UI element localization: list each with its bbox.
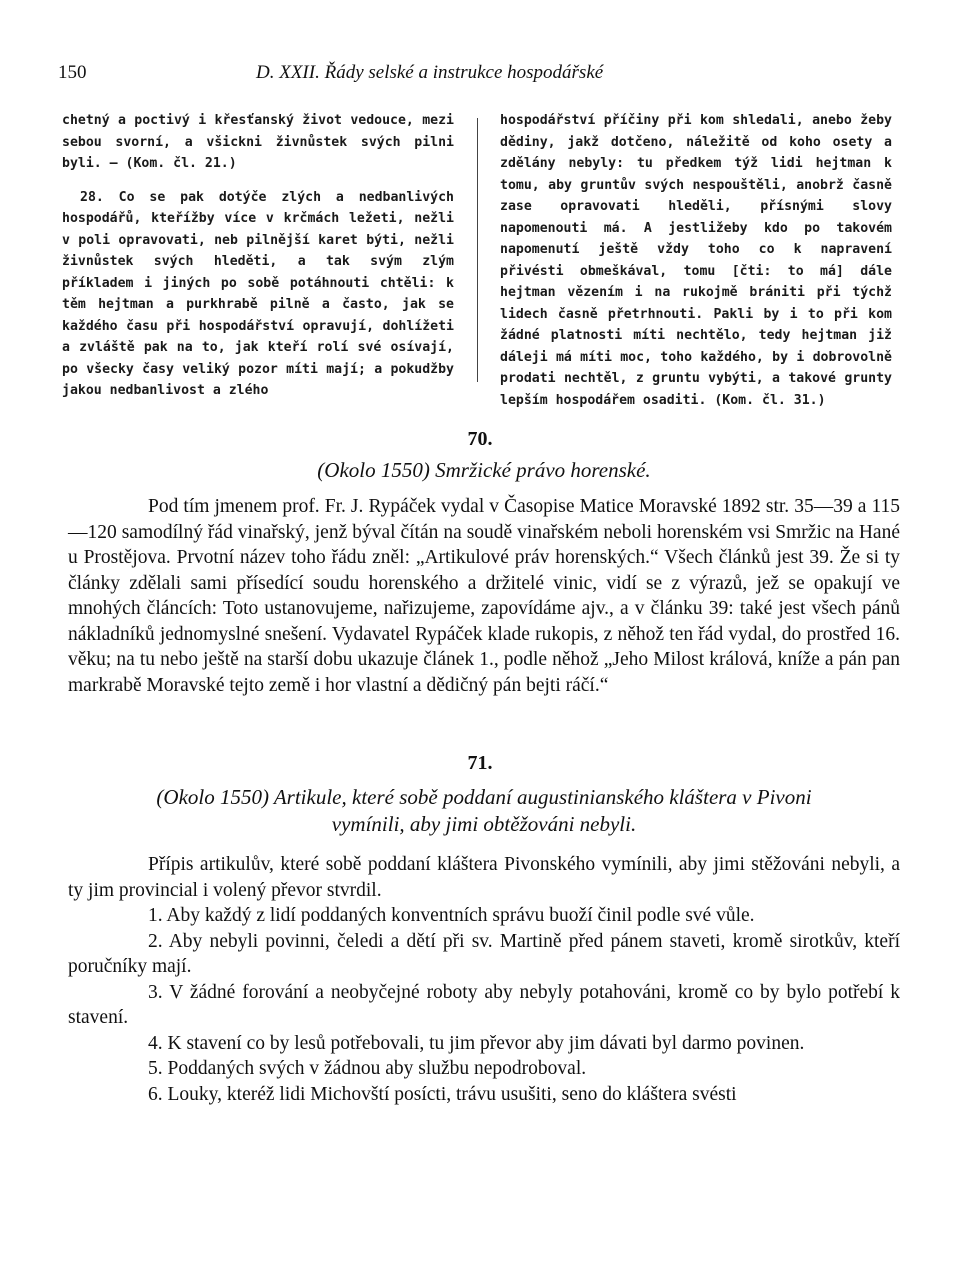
article-6: 6. Louky, kteréž lidi Michovští posícti, trávu usušiti, seno do kláštera svésti — [148, 1083, 737, 1105]
section-70-title: (Okolo 1550) Smržické právo horenské. — [317, 458, 651, 482]
section-70-paragraph: Pod tím jmenem prof. Fr. J. Rypáček vydal v Časopise Matice Moravské 1892 str. 35—39 a 115—120 samodílný řád vinařský, jenž býval čítán na soudě vinařském neboli horenském vsi Smržic na Hané u Prostějova. Prvotní název toho řádu zněl: „Artikulové práv horenských.“ Všech článků jest 39. Že si ty články zdělali sami přísedící soudu horenského a držitelé vinic, vidí se z výrazů, jež se opakují ve mnohých článcích: Toto ustanovujeme, nařizujeme, zapovídáme ajv., a v článku 39: také jest všech pánů nákladníků jednomyslné snešení. Vydavatel Rypáček klade rukopis, z něhož ten řád vydal, do prostřed 16. věku; na tu nebo ještě na starší dobu ukazuje článek 1., podle něhož „Jeho Milost králová, kníže a pán pan markrabě Moravské tejto země i hor vlastní a dědičný pán bejti ráčí.“ — [68, 496, 900, 696]
right-column — [500, 110, 892, 411]
section-71-number: 71. — [467, 752, 493, 774]
column-divider — [477, 118, 478, 382]
section-71-title-line-1: (Okolo 1550) Artikule, které sobě poddaní augustinianského kláštera v Pivoni — [156, 785, 812, 809]
left-paragraph-1: chetný a poctivý i křesťanský život vedouce, mezi sebou svorní, a všickni živnůstek svých pilni byli. — (Kom. čl. 21.) — [62, 113, 454, 171]
left-column — [62, 110, 454, 402]
page-number: 150 — [58, 62, 87, 83]
left-paragraph-2: 28. Co se pak dotýče zlých a nedbanlivých hospodářů, kteřížby více v krčmách ležeti, nežli v poli opravovati, neb pilnější karet býti, nežli živnůstek svých hleděti, a tak svým zlým příkladem i jiných po sobě potáhnouti chtěli: k těm hejtman a purkhrabě pilně a často, jak se každého času při hospodářství opravují, dohlížeti a zvláště pak na to, jak kteří rolí své osívají, po všecky časy veliký pozor míti mají; a pokudžby jakou nedbanlivost a zlého — [62, 189, 454, 398]
section-70-body — [68, 494, 900, 698]
article-5: 5. Poddaných svých v žádnou aby službu nepodroboval. — [148, 1058, 587, 1079]
article-3: 3. V žádné forování a neobyčejné roboty aby nebyly potahováni, kromě co by bylo potřebí k stavení. — [68, 981, 900, 1028]
article-1: 1. Aby každý z lidí poddaných konventních správu buoží činil podle své vůle. — [148, 905, 755, 926]
section-71-title — [68, 784, 900, 838]
section-71-title-line-2: vymínili, aby jimi obtěžováni nebyli. — [331, 812, 637, 836]
running-title: D. XXII. Řády selské a instrukce hospodářské — [256, 62, 604, 83]
section-71-body — [68, 852, 900, 1107]
section-71-intro: Přípis artikulův, které sobě poddaní kláštera Pivonského vymínili, aby jimi stěžováni nebyli, a ty jim provincial i volený převor stvrdil. — [68, 854, 900, 901]
article-4: 4. K stavení co by lesů potřebovali, tu jim převor aby jim dávati byl darmo povinen. — [148, 1032, 805, 1054]
right-paragraph-1: hospodářství příčiny při kom shledali, anebo žeby dědiny, jakž dotčeno, náležitě od koho osety a zdělány nebyly: tu předkem týž lidi hejtman k tomu, aby gruntův svých nespouštěli, anobrž časně zase opravovati hleděli, přísnými slovy napomenouti má. A jestližeby kdo po takovém napomenutí ještě vždy toho co k napravení přivésti obmeškával, tomu [čti: to má] dále hejtman vězením i na rukojmě brániti při týchž lidech časně přetrhnouti. Pakli by i to při kom žádné platnosti míti nechtělo, tedy hejtman již dáleji má míti moc, toho každého, by i dobrovolně prodati nechtěl, z gruntu vybýti, a takové grunty lepším hospodářem osaditi. (Kom. čl. 31.) — [500, 113, 892, 408]
article-2: 2. Aby nebyli povinni, čeledi a dětí při sv. Martině před pánem staveti, kromě sirotkův, kteří poručníky mají. — [68, 930, 900, 977]
section-70-number: 70. — [467, 428, 493, 450]
running-head — [58, 62, 902, 90]
